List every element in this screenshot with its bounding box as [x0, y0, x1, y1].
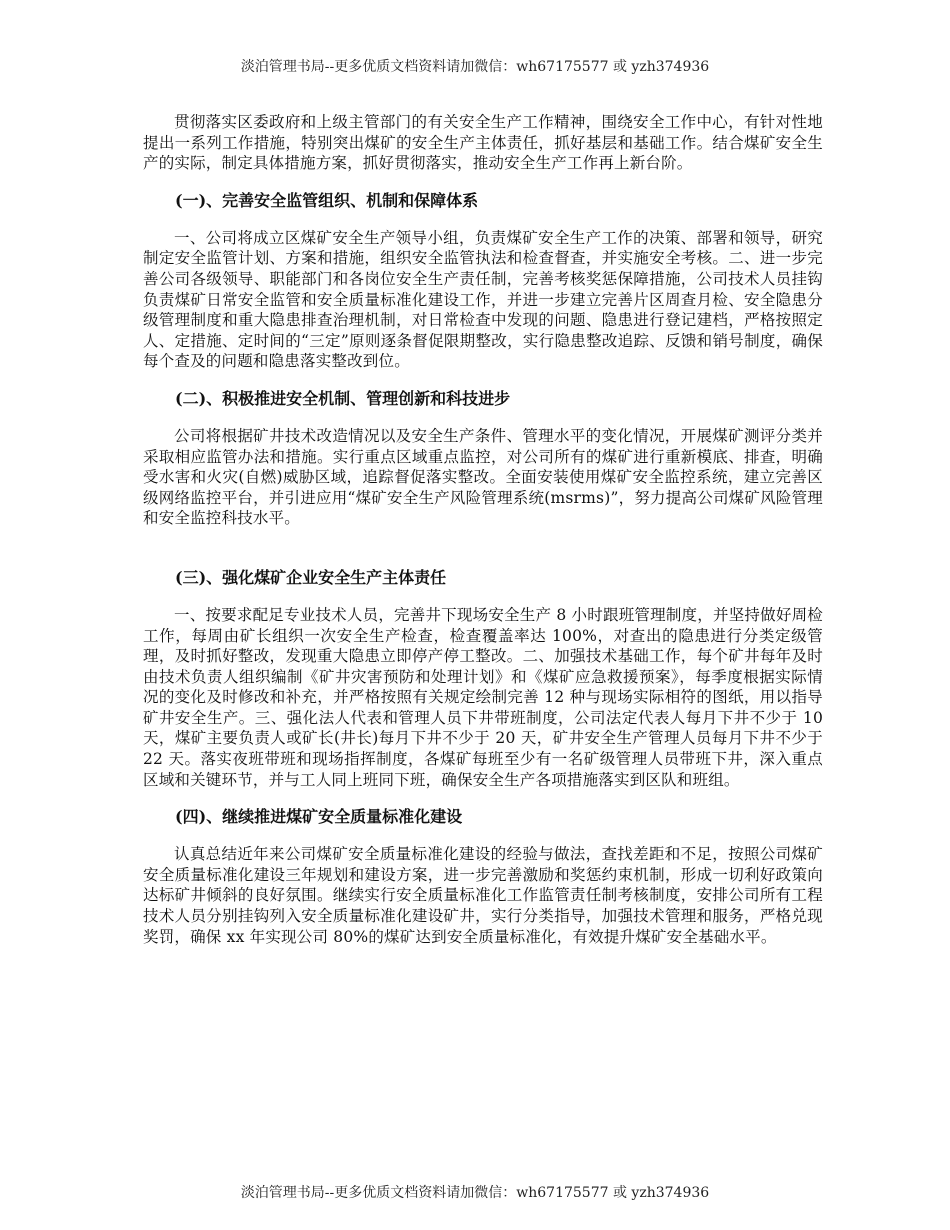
section-paragraph: 一、按要求配足专业技术人员，完善井下现场安全生产 8 小时跟班管理制度，并坚持做好周检工作，每周由矿长组织一次安全生产检查，检查覆盖率达 100%，对查出的隐患进行分类定级管理，及时抓好整改，发现重大隐患立即停产停工整改。二、加强技术基础工作，每个矿井每年及时由技术负责人组织编制《矿井灾害预防和处理计划》和《煤矿应急救援预案》，每季度根据实际情况的变化及时修改和补充，并严格按照有关规定绘制完善 12 种与现场实际相符的图纸，用以指导矿井安全生产。三、强化法人代表和管理人员下井带班制度，公司法定代表人每月下井不少于 10 天，煤矿主要负责人或矿长(井长)每月下井不少于 20 天，矿井安全生产管理人员每月下井不少于 22 天。落实夜班带班和现场指挥制度，各煤矿每班至少有一名矿级管理人员带班下井，深入重点区域和关键环节，并与工人同上班同下班，确保安全生产各项措施落实到区队和班组。: [143, 605, 823, 789]
section-heading: (一)、完善安全监管组织、机制和保障体系: [175, 190, 479, 210]
page-footer: 淡泊管理书局--更多优质文档资料请加微信：wh67175577 或 yzh374936: [240, 1185, 710, 1201]
page-header: 淡泊管理书局--更多优质文档资料请加微信：wh67175577 或 yzh374936: [240, 59, 710, 75]
section-heading: (三)、强化煤矿企业安全生产主体责任: [175, 567, 447, 587]
document-body: [143, 112, 823, 947]
section-paragraph: 公司将根据矿井技术改造情况以及安全生产条件、管理水平的变化情况，开展煤矿测评分类并采取相应监管办法和措施。实行重点区域重点监控，对公司所有的煤矿进行重新模底、排查，明确受水害和火灾(自燃)威胁区域，追踪督促落实整改。全面安装使用煤矿安全监控系统，建立完善区级网络监控平台，并引进应用“煤矿安全生产风险管理系统(msrms)”，努力提高公司煤矿风险管理和安全监控科技水平。: [143, 426, 823, 528]
section-heading: (二)、积极推进安全机制、管理创新和科技进步: [175, 388, 511, 408]
section-paragraph: 认真总结近年来公司煤矿安全质量标准化建设的经验与做法，查找差距和不足，按照公司煤矿安全质量标准化建设三年规划和建设方案，进一步完善激励和奖惩约束机制，形成一切利好政策向达标矿井倾斜的良好氛围。继续实行安全质量标准化工作监管责任制考核制度，安排公司所有工程技术人员分别挂钩列入安全质量标准化建设矿井，实行分类指导，加强技术管理和服务，严格兑现奖罚，确保 xx 年实现公司 80%的煤矿达到安全质量标准化，有效提升煤矿安全基础水平。: [143, 845, 823, 946]
section-heading: (四)、继续推进煤矿安全质量标准化建设: [175, 807, 463, 827]
intro-paragraph: 贯彻落实区委政府和上级主管部门的有关安全生产工作精神，围绕安全工作中心，有针对性地提出一系列工作措施，特别突出煤矿的安全生产主体责任，抓好基层和基础工作。结合煤矿安全生产的实际，制定具体措施方案，抓好贯彻落实，推动安全生产工作再上新台阶。: [143, 113, 823, 173]
section-paragraph: 一、公司将成立区煤矿安全生产领导小组，负责煤矿安全生产工作的决策、部署和领导，研究制定安全监管计划、方案和措施，组织安全监管执法和检查督查，并实施安全考核。二、进一步完善公司各级领导、职能部门和各岗位安全生产责任制，完善考核奖惩保障措施，公司技术人员挂钩负责煤矿日常安全监管和安全质量标准化建设工作，并进一步建立完善片区周查月检、安全隐患分级管理制度和重大隐患排查治理机制，对日常检查中发现的问题、隐患进行登记建档，严格按照定人、定措施、定时间的“三定”原则逐条督促限期整改，实行隐患整改追踪、反馈和销号制度，确保每个查及的问题和隐患落实整改到位。: [143, 228, 823, 371]
